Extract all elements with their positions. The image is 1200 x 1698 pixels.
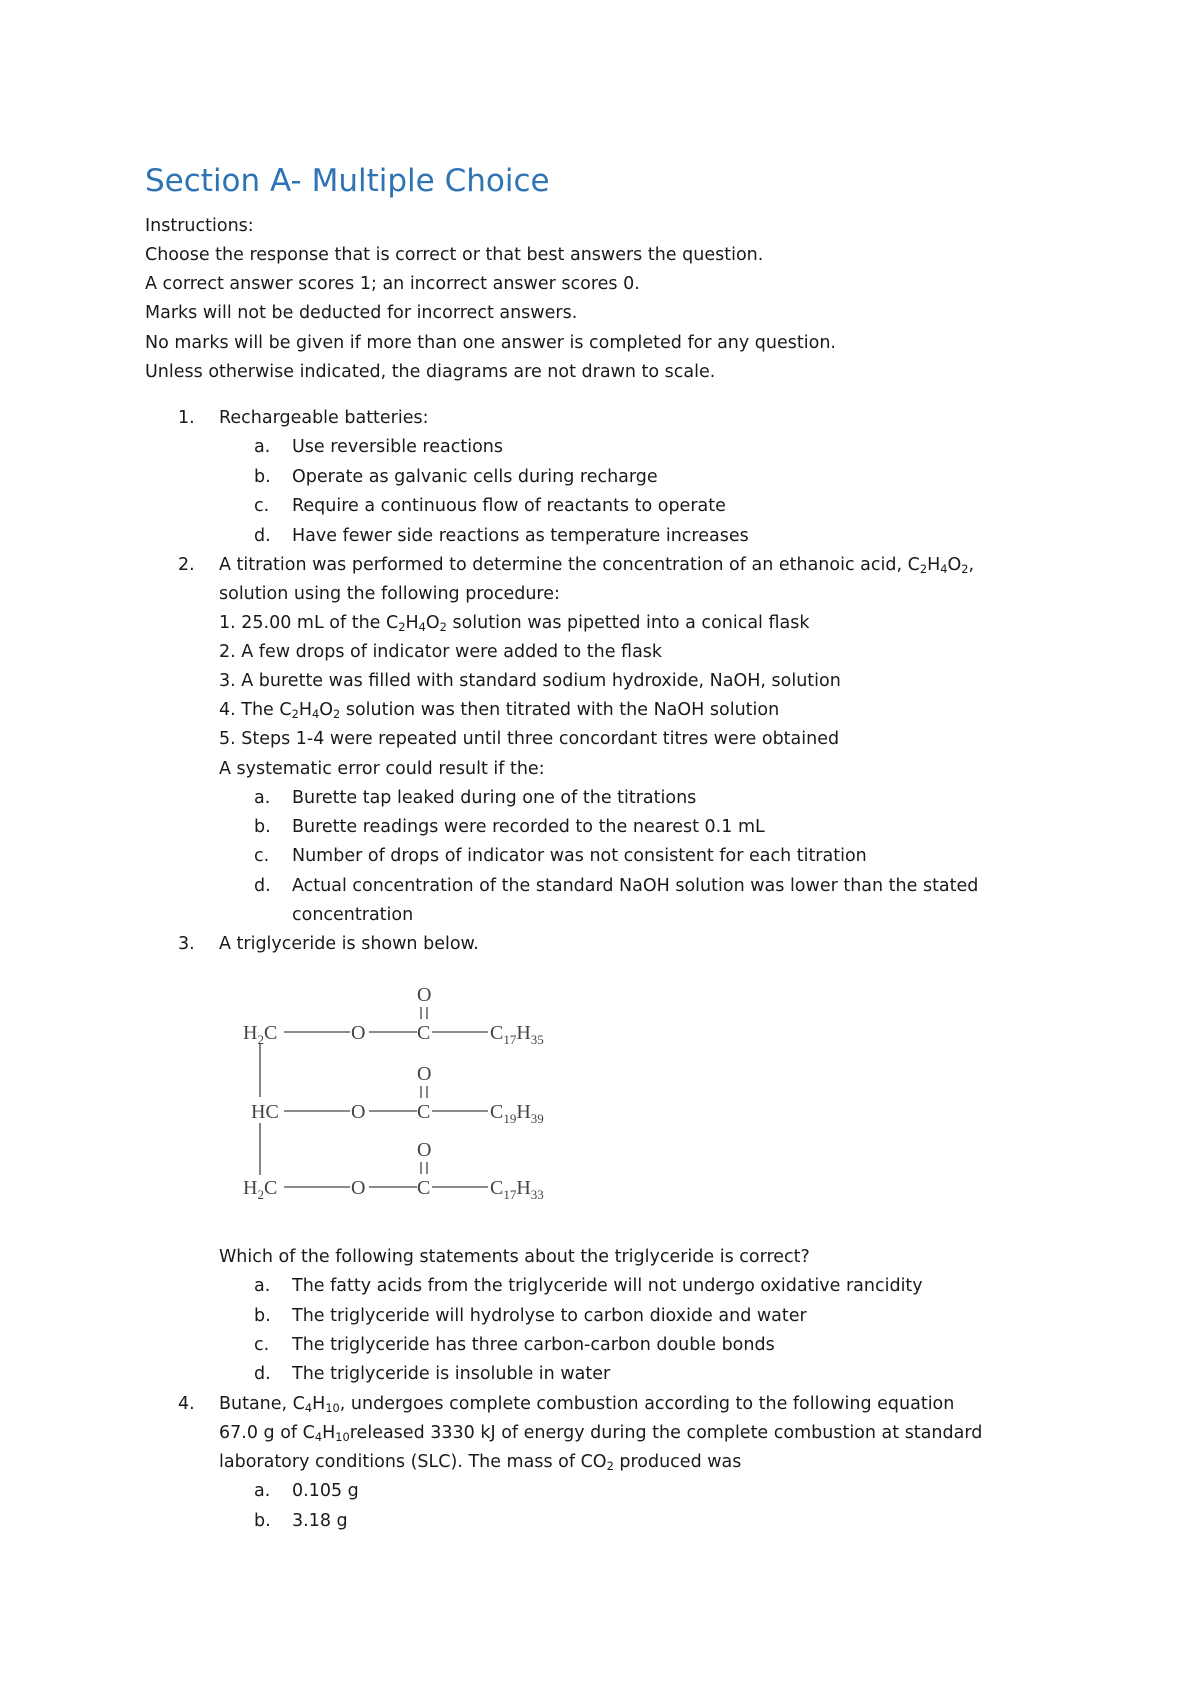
option-letter: a. — [254, 1276, 271, 1296]
question-number: 3. — [178, 934, 195, 954]
ester-oxygen: O — [351, 1022, 366, 1044]
instructions-heading: Instructions: — [145, 216, 254, 236]
instruction-line: Unless otherwise indicated, the diagrams are not drawn to scale. — [145, 362, 716, 382]
backbone-label: HC — [251, 1101, 279, 1123]
option-text: Actual concentration of the standard NaOH solution was lower than the stated — [292, 876, 979, 896]
ester-oxygen: O — [351, 1101, 366, 1123]
fatty-acid-chain: $C_{17}H_{35}$ — [490, 1022, 544, 1047]
carbonyl-carbon: C — [417, 1022, 431, 1044]
option-letter: d. — [254, 1364, 271, 1384]
question-stem: Butane, $C_4H_{10}$, undergoes complete combustion according to the following equation — [219, 1394, 955, 1415]
option-letter: a. — [254, 788, 271, 808]
section-title: Section A- Multiple Choice — [145, 163, 550, 199]
question-stem: A triglyceride is shown below. — [219, 934, 479, 954]
option-text: The triglyceride has three carbon-carbon double bonds — [292, 1335, 775, 1355]
option-text: 0.105 g — [292, 1481, 359, 1501]
option-letter: b. — [254, 467, 271, 487]
option-text: Have fewer side reactions as temperature increases — [292, 526, 749, 546]
question-number: 4. — [178, 1394, 195, 1414]
question-number: 1. — [178, 408, 195, 428]
procedure-step: 1. 25.00 mL of the $C_2H_4O_2$ solution was pipetted into a conical flask — [219, 613, 810, 634]
option-letter: b. — [254, 1511, 271, 1531]
option-text: The triglyceride is insoluble in water — [292, 1364, 611, 1384]
fatty-acid-chain: $C_{17}H_{33}$ — [490, 1177, 544, 1202]
option-text: Use reversible reactions — [292, 437, 503, 457]
option-text: Number of drops of indicator was not consistent for each titration — [292, 846, 867, 866]
carbonyl-oxygen: O — [417, 985, 432, 1006]
procedure-step: 4. The $C_2H_4O_2$ solution was then titrated with the NaOH solution — [219, 700, 780, 721]
option-letter: b. — [254, 1306, 271, 1326]
option-letter: a. — [254, 437, 271, 457]
question-stem-line: 67.0 g of $C_4H_{10}released$ 3330 kJ of energy during the complete combustion at standard — [219, 1423, 983, 1444]
option-letter: d. — [254, 526, 271, 546]
question-lead-in: A systematic error could result if the: — [219, 759, 545, 779]
instruction-line: A correct answer scores 1; an incorrect answer scores 0. — [145, 274, 640, 294]
procedure-step: 2. A few drops of indicator were added to the flask — [219, 642, 663, 662]
option-letter: d. — [254, 876, 271, 896]
option-text: Burette readings were recorded to the nearest 0.1 mL — [292, 817, 765, 837]
option-text: Burette tap leaked during one of the titrations — [292, 788, 697, 808]
question-stem-line: laboratory conditions (SLC). The mass of $CO_2$ produced was — [219, 1452, 742, 1473]
carbonyl-carbon: C — [417, 1101, 431, 1123]
option-text: Require a continuous flow of reactants to operate — [292, 496, 726, 516]
backbone-label: $H_2C$ — [243, 1177, 278, 1202]
backbone-label: $H_2C$ — [243, 1022, 278, 1047]
option-letter: c. — [254, 1335, 270, 1355]
triglyceride-structure — [238, 985, 618, 1215]
option-text: The fatty acids from the triglyceride will not undergo oxidative rancidity — [292, 1276, 923, 1296]
option-letter: b. — [254, 817, 271, 837]
option-letter: c. — [254, 846, 270, 866]
question-stem: A titration was performed to determine the concentration of an ethanoic acid, $C_2H_4O_2$, — [219, 555, 975, 576]
option-text: 3.18 g — [292, 1511, 348, 1531]
instruction-line: No marks will be given if more than one answer is completed for any question. — [145, 333, 836, 353]
option-letter: c. — [254, 496, 270, 516]
carbonyl-carbon: C — [417, 1177, 431, 1199]
procedure-step: 5. Steps 1-4 were repeated until three concordant titres were obtained — [219, 729, 840, 749]
question-stem-line: solution using the following procedure: — [219, 584, 560, 604]
option-text-continued: concentration — [292, 905, 414, 925]
option-text: Operate as galvanic cells during recharge — [292, 467, 658, 487]
instruction-line: Marks will not be deducted for incorrect answers. — [145, 303, 578, 323]
carbonyl-oxygen: O — [417, 1063, 432, 1085]
option-text: The triglyceride will hydrolyse to carbon dioxide and water — [292, 1306, 807, 1326]
question-number: 2. — [178, 555, 195, 575]
carbonyl-oxygen: O — [417, 1139, 432, 1161]
ester-oxygen: O — [351, 1177, 366, 1199]
instruction-line: Choose the response that is correct or that best answers the question. — [145, 245, 764, 265]
option-letter: a. — [254, 1481, 271, 1501]
question-prompt: Which of the following statements about the triglyceride is correct? — [219, 1247, 810, 1267]
fatty-acid-chain: $C_{19}H_{39}$ — [490, 1101, 544, 1126]
procedure-step: 3. A burette was filled with standard sodium hydroxide, NaOH, solution — [219, 671, 841, 691]
question-stem: Rechargeable batteries: — [219, 408, 429, 428]
